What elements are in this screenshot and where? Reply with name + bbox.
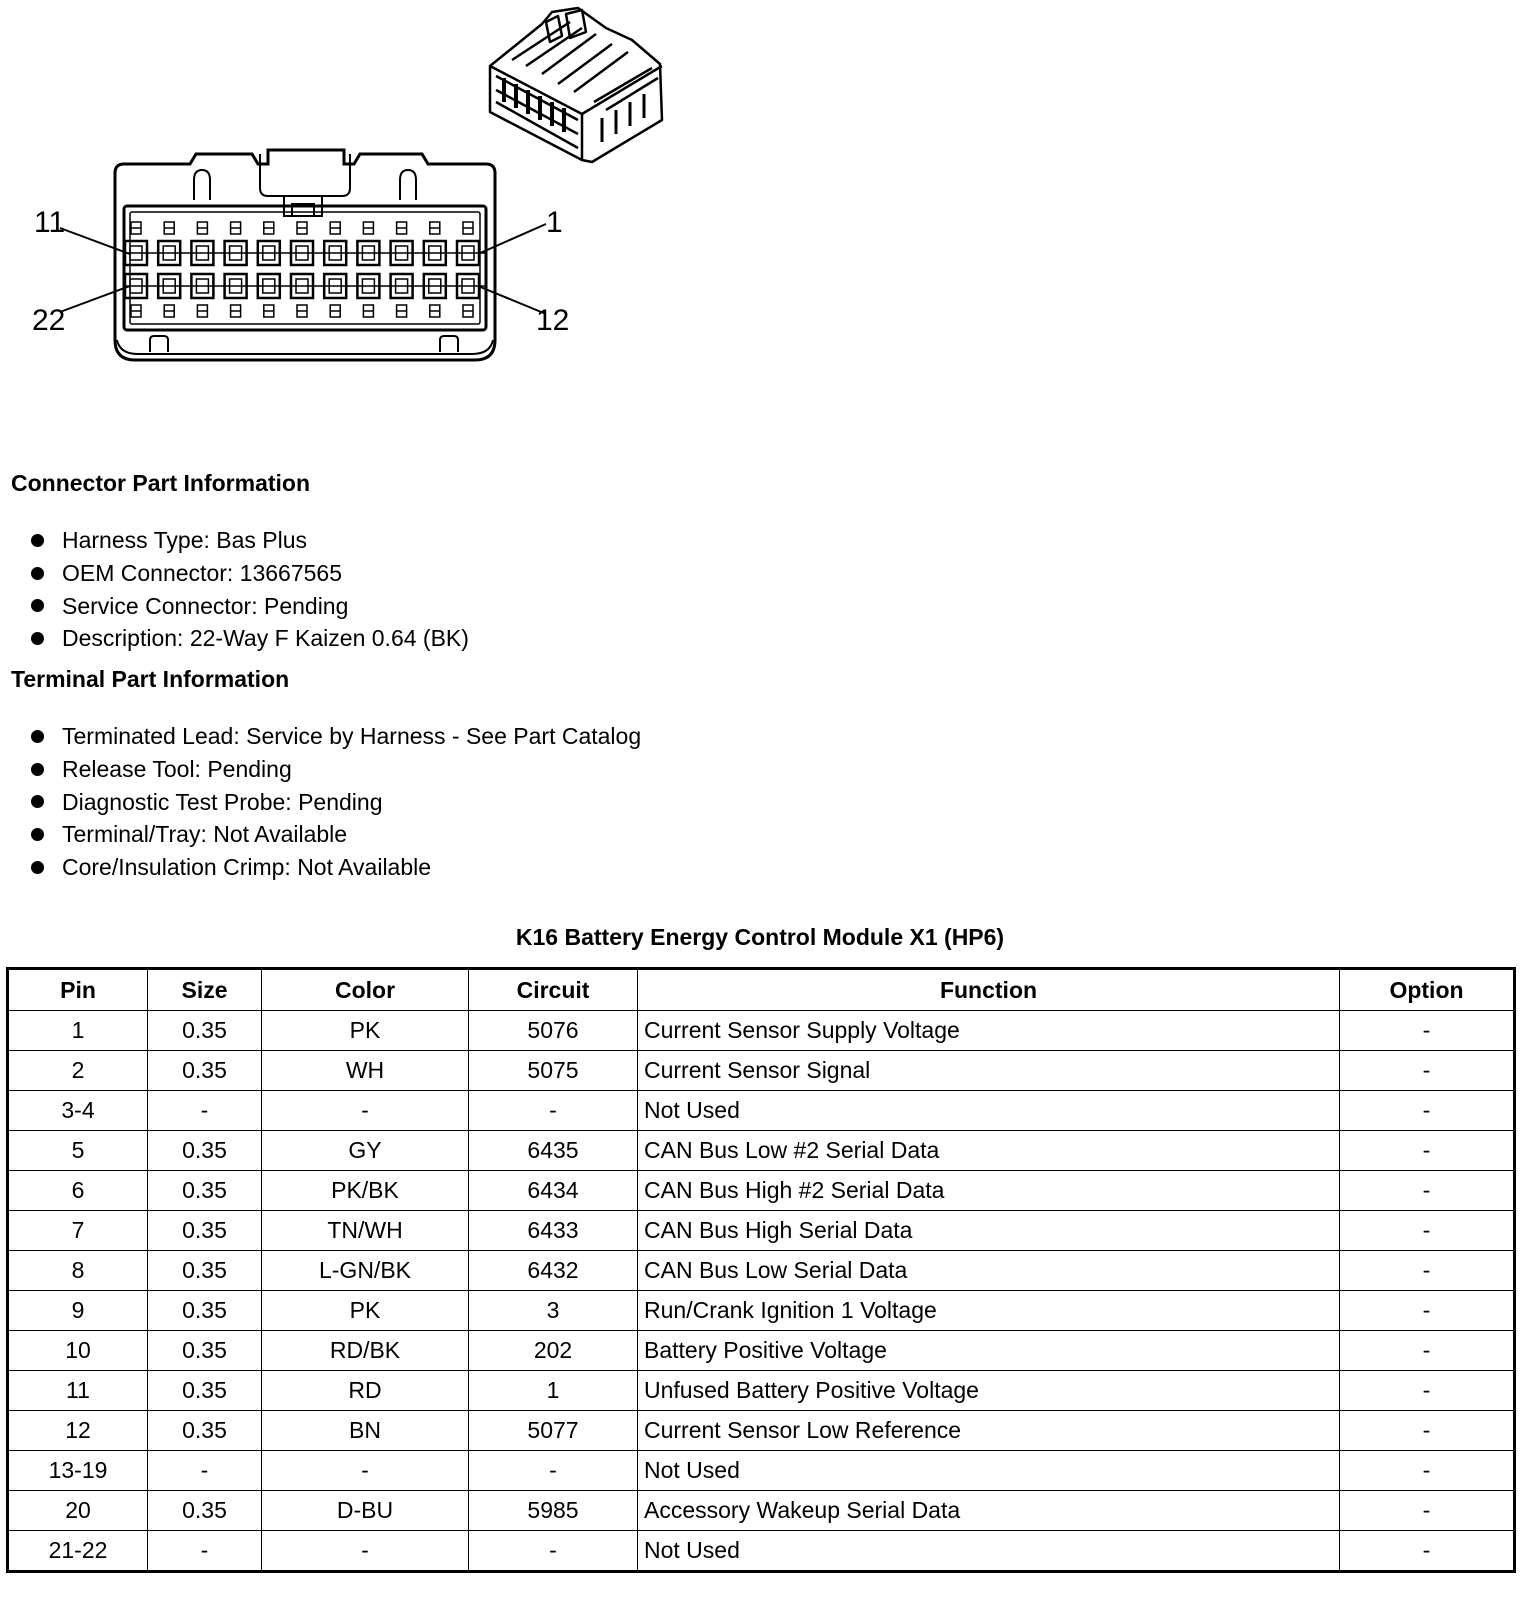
color-cell: BN	[262, 1411, 469, 1451]
list-item: Diagnostic Test Probe: Pending	[30, 786, 641, 819]
pin-cell: 11	[8, 1371, 148, 1411]
size-cell: 0.35	[148, 1291, 262, 1331]
function-cell: CAN Bus Low #2 Serial Data	[638, 1131, 1340, 1171]
function-cell: Not Used	[638, 1451, 1340, 1491]
option-cell: -	[1340, 1491, 1515, 1531]
circuit-cell: 6433	[469, 1211, 638, 1251]
circuit-cell: 3	[469, 1291, 638, 1331]
size-cell: 0.35	[148, 1051, 262, 1091]
list-item: Terminal/Tray: Not Available	[30, 818, 641, 851]
color-cell: PK	[262, 1011, 469, 1051]
circuit-cell: 6434	[469, 1171, 638, 1211]
color-cell: WH	[262, 1051, 469, 1091]
color-cell: D-BU	[262, 1491, 469, 1531]
table-row	[8, 1131, 1515, 1171]
size-cell: 0.35	[148, 1331, 262, 1371]
size-cell: 0.35	[148, 1011, 262, 1051]
column-header-size: Size	[148, 969, 262, 1011]
size-cell: -	[148, 1091, 262, 1131]
table-row	[8, 1051, 1515, 1091]
circuit-cell: 202	[469, 1331, 638, 1371]
pin-cell: 21-22	[8, 1531, 148, 1572]
option-cell: -	[1340, 1451, 1515, 1491]
color-cell: RD	[262, 1371, 469, 1411]
connector-part-info-list	[30, 524, 469, 655]
table-row	[8, 1331, 1515, 1371]
pin-cell: 5	[8, 1131, 148, 1171]
option-cell: -	[1340, 1011, 1515, 1051]
color-cell: -	[262, 1531, 469, 1572]
option-cell: -	[1340, 1051, 1515, 1091]
list-item: Service Connector: Pending	[30, 590, 469, 623]
list-item: Harness Type: Bas Plus	[30, 524, 469, 557]
pin-cell: 8	[8, 1251, 148, 1291]
list-item: Core/Insulation Crimp: Not Available	[30, 851, 641, 884]
list-item: Description: 22-Way F Kaizen 0.64 (BK)	[30, 622, 469, 655]
connector-part-info-heading: Connector Part Information	[11, 470, 311, 496]
table-row	[8, 1171, 1515, 1211]
color-cell: -	[262, 1451, 469, 1491]
terminal-part-info-heading: Terminal Part Information	[11, 666, 290, 692]
pin-label-11: 11	[34, 206, 66, 239]
option-cell: -	[1340, 1211, 1515, 1251]
function-cell: Current Sensor Signal	[638, 1051, 1340, 1091]
bullet-icon	[31, 861, 44, 874]
size-cell: 0.35	[148, 1251, 262, 1291]
circuit-cell: 5077	[469, 1411, 638, 1451]
table-row	[8, 1291, 1515, 1331]
circuit-cell: 6432	[469, 1251, 638, 1291]
option-cell: -	[1340, 1531, 1515, 1572]
function-cell: CAN Bus Low Serial Data	[638, 1251, 1340, 1291]
color-cell: L-GN/BK	[262, 1251, 469, 1291]
function-cell: CAN Bus High Serial Data	[638, 1211, 1340, 1251]
pin-label-12: 12	[536, 304, 570, 337]
pin-label-22: 22	[32, 304, 66, 337]
size-cell: 0.35	[148, 1131, 262, 1171]
bullet-icon	[31, 632, 44, 645]
option-cell: -	[1340, 1331, 1515, 1371]
function-cell: Not Used	[638, 1531, 1340, 1572]
column-header-color: Color	[262, 969, 469, 1011]
bullet-icon	[31, 534, 44, 547]
table-row	[8, 1371, 1515, 1411]
option-cell: -	[1340, 1251, 1515, 1291]
pin-cell: 13-19	[8, 1451, 148, 1491]
option-cell: -	[1340, 1131, 1515, 1171]
size-cell: 0.35	[148, 1211, 262, 1251]
bullet-icon	[31, 763, 44, 776]
bullet-icon	[31, 795, 44, 808]
color-cell: -	[262, 1091, 469, 1131]
function-cell: Current Sensor Supply Voltage	[638, 1011, 1340, 1051]
circuit-cell: -	[469, 1451, 638, 1491]
pin-cell: 2	[8, 1051, 148, 1091]
option-cell: -	[1340, 1171, 1515, 1211]
bullet-icon	[31, 599, 44, 612]
pin-cell: 6	[8, 1171, 148, 1211]
table-row	[8, 1411, 1515, 1451]
option-cell: -	[1340, 1291, 1515, 1331]
list-item: Terminated Lead: Service by Harness - See Part Catalog	[30, 720, 641, 753]
color-cell: GY	[262, 1131, 469, 1171]
circuit-cell: -	[469, 1091, 638, 1131]
function-cell: CAN Bus High #2 Serial Data	[638, 1171, 1340, 1211]
pin-cell: 3-4	[8, 1091, 148, 1131]
table-row	[8, 1451, 1515, 1491]
pin-cell: 12	[8, 1411, 148, 1451]
terminal-part-info-list	[30, 720, 641, 884]
list-item: OEM Connector: 13667565	[30, 557, 469, 590]
size-cell: 0.35	[148, 1411, 262, 1451]
circuit-cell: 1	[469, 1371, 638, 1411]
pin-cell: 10	[8, 1331, 148, 1371]
connector-face-diagram	[20, 140, 610, 380]
pin-cell: 20	[8, 1491, 148, 1531]
color-cell: PK	[262, 1291, 469, 1331]
function-cell: Battery Positive Voltage	[638, 1331, 1340, 1371]
bullet-icon	[31, 730, 44, 743]
function-cell: Accessory Wakeup Serial Data	[638, 1491, 1340, 1531]
table-row	[8, 1491, 1515, 1531]
color-cell: RD/BK	[262, 1331, 469, 1371]
column-header-pin: Pin	[8, 969, 148, 1011]
table-row	[8, 1211, 1515, 1251]
table-header-row	[8, 969, 1515, 1011]
pin-cell: 9	[8, 1291, 148, 1331]
table-row	[8, 1011, 1515, 1051]
function-cell: Current Sensor Low Reference	[638, 1411, 1340, 1451]
option-cell: -	[1340, 1091, 1515, 1131]
option-cell: -	[1340, 1411, 1515, 1451]
size-cell: -	[148, 1451, 262, 1491]
bullet-icon	[31, 828, 44, 841]
color-cell: TN/WH	[262, 1211, 469, 1251]
color-cell: PK/BK	[262, 1171, 469, 1211]
function-cell: Unfused Battery Positive Voltage	[638, 1371, 1340, 1411]
size-cell: -	[148, 1531, 262, 1572]
circuit-cell: 5075	[469, 1051, 638, 1091]
pin-label-1: 1	[546, 206, 563, 239]
table-row	[8, 1531, 1515, 1572]
circuit-cell: 5985	[469, 1491, 638, 1531]
circuit-cell: 6435	[469, 1131, 638, 1171]
circuit-cell: -	[469, 1531, 638, 1572]
function-cell: Not Used	[638, 1091, 1340, 1131]
column-header-option: Option	[1340, 969, 1515, 1011]
pin-cell: 7	[8, 1211, 148, 1251]
pin-cell: 1	[8, 1011, 148, 1051]
size-cell: 0.35	[148, 1171, 262, 1211]
option-cell: -	[1340, 1371, 1515, 1411]
list-item: Release Tool: Pending	[30, 753, 641, 786]
table-caption: K16 Battery Energy Control Module X1 (HP6)	[515, 924, 1005, 950]
table-row	[8, 1251, 1515, 1291]
circuit-cell: 5076	[469, 1011, 638, 1051]
function-cell: Run/Crank Ignition 1 Voltage	[638, 1291, 1340, 1331]
size-cell: 0.35	[148, 1371, 262, 1411]
table-row	[8, 1091, 1515, 1131]
pinout-table	[6, 967, 1516, 1573]
size-cell: 0.35	[148, 1491, 262, 1531]
bullet-icon	[31, 567, 44, 580]
column-header-function: Function	[638, 969, 1340, 1011]
column-header-circuit: Circuit	[469, 969, 638, 1011]
